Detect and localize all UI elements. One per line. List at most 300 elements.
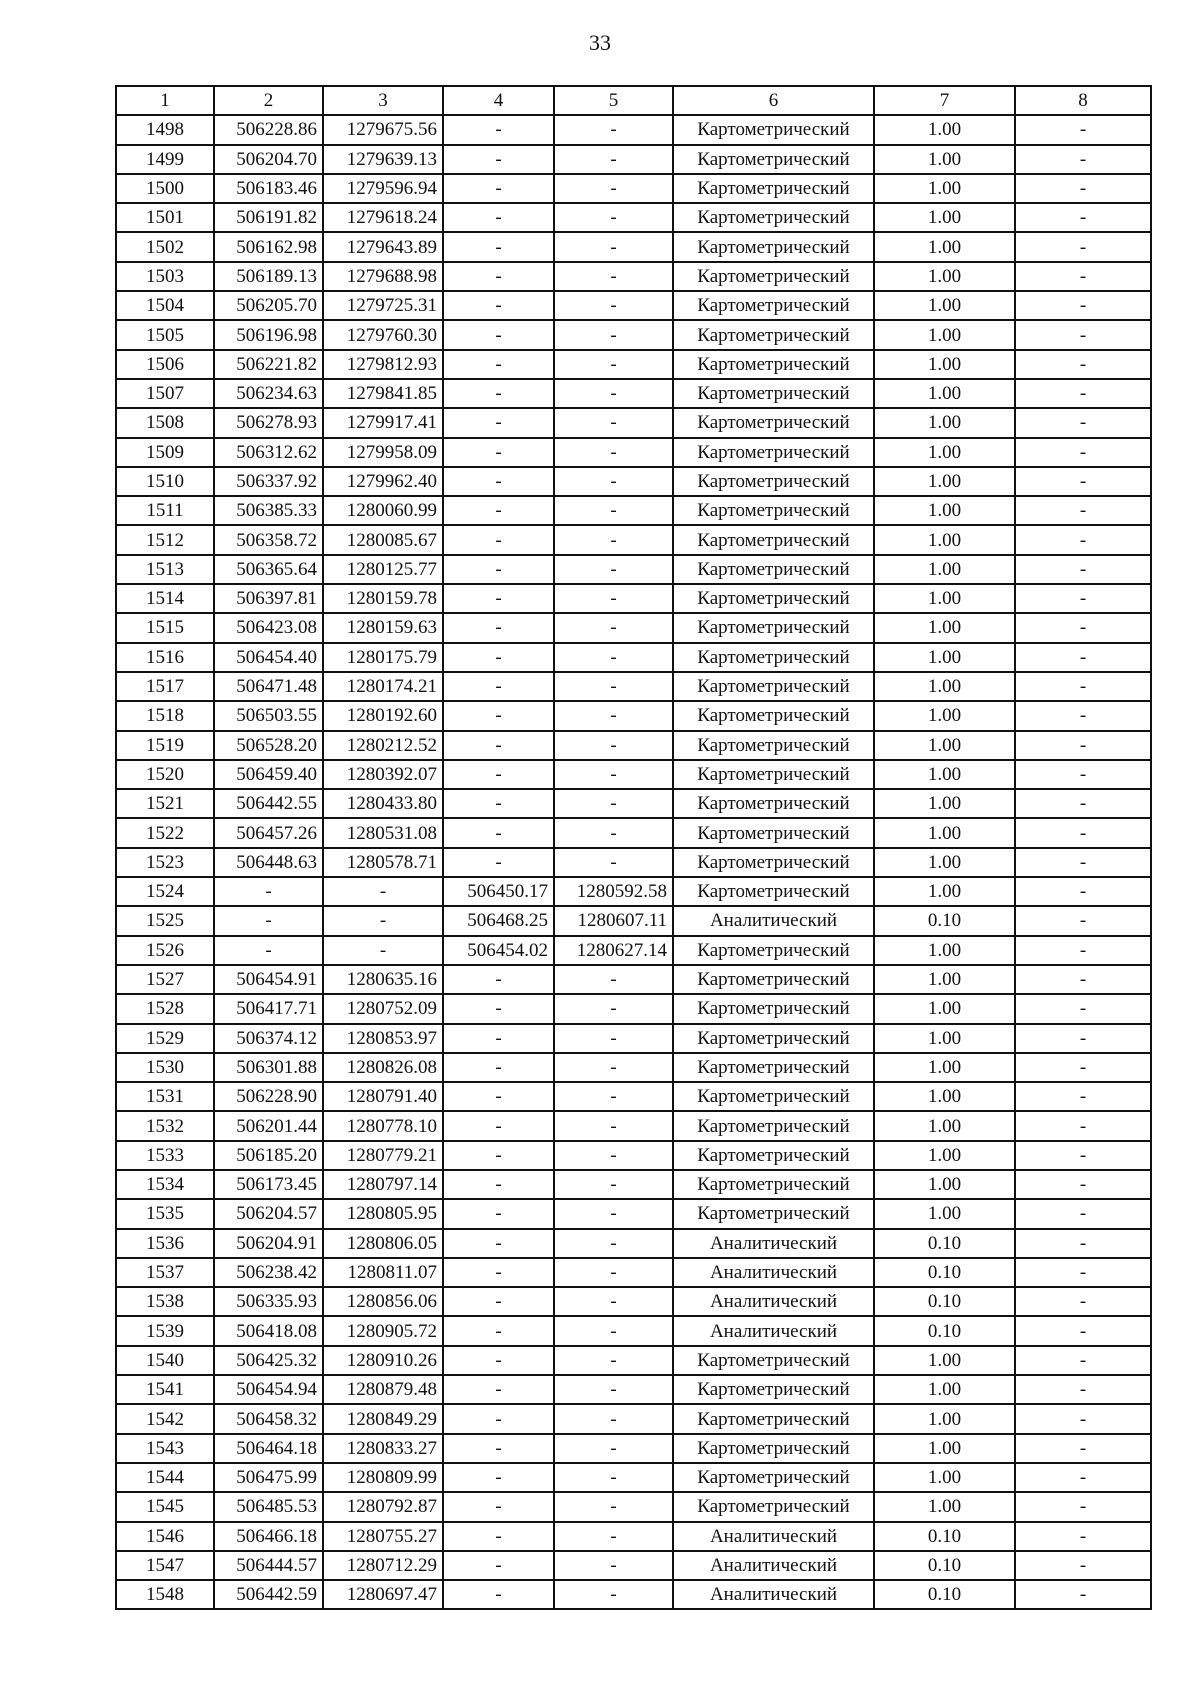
- notes-cell: -: [1015, 555, 1151, 584]
- point-number-cell: 1520: [116, 760, 214, 789]
- y-new-coordinate-cell: -: [554, 1170, 673, 1199]
- table-row: [116, 1141, 1151, 1170]
- notes-cell: -: [1015, 525, 1151, 554]
- accuracy-cell: 1.00: [874, 1463, 1015, 1492]
- point-number-cell: 1518: [116, 701, 214, 730]
- notes-cell: -: [1015, 613, 1151, 642]
- accuracy-cell: 1.00: [874, 232, 1015, 261]
- accuracy-cell: 1.00: [874, 1375, 1015, 1404]
- x-new-coordinate-cell: -: [443, 672, 554, 701]
- notes-cell: -: [1015, 1434, 1151, 1463]
- y-coordinate-cell: 1279643.89: [323, 232, 443, 261]
- table-row: [116, 1346, 1151, 1375]
- x-new-coordinate-cell: -: [443, 818, 554, 847]
- accuracy-cell: 1.00: [874, 672, 1015, 701]
- x-coordinate-cell: 506238.42: [214, 1258, 323, 1287]
- table-row: [116, 555, 1151, 584]
- x-new-coordinate-cell: -: [443, 350, 554, 379]
- table-row: [116, 1375, 1151, 1404]
- y-coordinate-cell: 1280779.21: [323, 1141, 443, 1170]
- y-coordinate-cell: 1280826.08: [323, 1053, 443, 1082]
- y-new-coordinate-cell: -: [554, 1082, 673, 1111]
- x-new-coordinate-cell: -: [443, 408, 554, 437]
- notes-cell: -: [1015, 848, 1151, 877]
- notes-cell: -: [1015, 906, 1151, 935]
- y-new-coordinate-cell: -: [554, 1404, 673, 1433]
- table-row: [116, 1082, 1151, 1111]
- x-coordinate-cell: 506173.45: [214, 1170, 323, 1199]
- x-coordinate-cell: 506358.72: [214, 525, 323, 554]
- method-cell: Картометрический: [673, 1404, 874, 1433]
- x-new-coordinate-cell: -: [443, 848, 554, 877]
- table-row: [116, 203, 1151, 232]
- x-coordinate-cell: 506444.57: [214, 1551, 323, 1580]
- y-new-coordinate-cell: -: [554, 731, 673, 760]
- x-new-coordinate-cell: -: [443, 379, 554, 408]
- point-number-cell: 1543: [116, 1434, 214, 1463]
- method-cell: Картометрический: [673, 672, 874, 701]
- point-number-cell: 1522: [116, 818, 214, 847]
- accuracy-cell: 1.00: [874, 818, 1015, 847]
- notes-cell: -: [1015, 203, 1151, 232]
- y-coordinate-cell: 1280809.99: [323, 1463, 443, 1492]
- coordinates-table: [115, 85, 1152, 1610]
- x-coordinate-cell: 506466.18: [214, 1522, 323, 1551]
- table-row: [116, 1551, 1151, 1580]
- table-row: [116, 789, 1151, 818]
- y-new-coordinate-cell: -: [554, 1024, 673, 1053]
- x-new-coordinate-cell: -: [443, 584, 554, 613]
- x-coordinate-cell: 506204.70: [214, 145, 323, 174]
- accuracy-cell: 1.00: [874, 613, 1015, 642]
- table-row: [116, 408, 1151, 437]
- y-new-coordinate-cell: -: [554, 848, 673, 877]
- x-new-coordinate-cell: -: [443, 1287, 554, 1316]
- y-new-coordinate-cell: -: [554, 1463, 673, 1492]
- point-number-cell: 1533: [116, 1141, 214, 1170]
- y-new-coordinate-cell: -: [554, 496, 673, 525]
- y-new-coordinate-cell: -: [554, 145, 673, 174]
- notes-cell: -: [1015, 496, 1151, 525]
- y-new-coordinate-cell: -: [554, 232, 673, 261]
- table-row: [116, 965, 1151, 994]
- y-coordinate-cell: 1280085.67: [323, 525, 443, 554]
- y-coordinate-cell: 1279639.13: [323, 145, 443, 174]
- x-new-coordinate-cell: -: [443, 643, 554, 672]
- point-number-cell: 1526: [116, 936, 214, 965]
- accuracy-cell: 0.10: [874, 1287, 1015, 1316]
- method-cell: Картометрический: [673, 965, 874, 994]
- y-new-coordinate-cell: -: [554, 320, 673, 349]
- y-coordinate-cell: 1280791.40: [323, 1082, 443, 1111]
- x-coordinate-cell: 506185.20: [214, 1141, 323, 1170]
- column-header: 4: [443, 86, 554, 115]
- table-row: [116, 350, 1151, 379]
- x-coordinate-cell: 506278.93: [214, 408, 323, 437]
- method-cell: Картометрический: [673, 584, 874, 613]
- method-cell: Картометрический: [673, 232, 874, 261]
- notes-cell: -: [1015, 1229, 1151, 1258]
- y-coordinate-cell: 1280778.10: [323, 1111, 443, 1140]
- notes-cell: -: [1015, 262, 1151, 291]
- x-coordinate-cell: 506448.63: [214, 848, 323, 877]
- y-new-coordinate-cell: -: [554, 525, 673, 554]
- point-number-cell: 1532: [116, 1111, 214, 1140]
- column-header: 1: [116, 86, 214, 115]
- method-cell: Картометрический: [673, 877, 874, 906]
- table-body: [116, 115, 1151, 1609]
- accuracy-cell: 1.00: [874, 350, 1015, 379]
- y-coordinate-cell: 1280853.97: [323, 1024, 443, 1053]
- point-number-cell: 1510: [116, 467, 214, 496]
- point-number-cell: 1539: [116, 1316, 214, 1345]
- table-row: [116, 291, 1151, 320]
- y-coordinate-cell: 1280856.06: [323, 1287, 443, 1316]
- y-coordinate-cell: 1280752.09: [323, 994, 443, 1023]
- method-cell: Картометрический: [673, 555, 874, 584]
- method-cell: Аналитический: [673, 1522, 874, 1551]
- x-new-coordinate-cell: -: [443, 760, 554, 789]
- y-new-coordinate-cell: -: [554, 613, 673, 642]
- column-header: 5: [554, 86, 673, 115]
- table-row: [116, 174, 1151, 203]
- table-row: [116, 760, 1151, 789]
- table-row: [116, 1287, 1151, 1316]
- point-number-cell: 1516: [116, 643, 214, 672]
- y-new-coordinate-cell: -: [554, 1229, 673, 1258]
- notes-cell: -: [1015, 789, 1151, 818]
- method-cell: Картометрический: [673, 379, 874, 408]
- y-coordinate-cell: 1280755.27: [323, 1522, 443, 1551]
- table-row: [116, 1316, 1151, 1345]
- y-new-coordinate-cell: 1280592.58: [554, 877, 673, 906]
- y-new-coordinate-cell: -: [554, 174, 673, 203]
- y-coordinate-cell: 1280578.71: [323, 848, 443, 877]
- accuracy-cell: 1.00: [874, 643, 1015, 672]
- x-coordinate-cell: 506503.55: [214, 701, 323, 730]
- x-new-coordinate-cell: -: [443, 555, 554, 584]
- x-coordinate-cell: 506228.86: [214, 115, 323, 144]
- y-new-coordinate-cell: -: [554, 789, 673, 818]
- method-cell: Картометрический: [673, 467, 874, 496]
- x-coordinate-cell: 506442.55: [214, 789, 323, 818]
- notes-cell: -: [1015, 291, 1151, 320]
- x-coordinate-cell: 506183.46: [214, 174, 323, 203]
- x-new-coordinate-cell: -: [443, 1258, 554, 1287]
- x-new-coordinate-cell: -: [443, 1492, 554, 1521]
- y-coordinate-cell: -: [323, 906, 443, 935]
- x-new-coordinate-cell: -: [443, 525, 554, 554]
- method-cell: Аналитический: [673, 1551, 874, 1580]
- point-number-cell: 1536: [116, 1229, 214, 1258]
- table-row: [116, 115, 1151, 144]
- point-number-cell: 1498: [116, 115, 214, 144]
- x-new-coordinate-cell: -: [443, 1053, 554, 1082]
- x-new-coordinate-cell: -: [443, 1229, 554, 1258]
- y-coordinate-cell: 1279841.85: [323, 379, 443, 408]
- y-coordinate-cell: 1280433.80: [323, 789, 443, 818]
- x-new-coordinate-cell: -: [443, 262, 554, 291]
- point-number-cell: 1540: [116, 1346, 214, 1375]
- table-row: [116, 1463, 1151, 1492]
- x-new-coordinate-cell: -: [443, 1551, 554, 1580]
- point-number-cell: 1507: [116, 379, 214, 408]
- notes-cell: -: [1015, 994, 1151, 1023]
- y-coordinate-cell: 1280174.21: [323, 672, 443, 701]
- notes-cell: -: [1015, 145, 1151, 174]
- table-row: [116, 1170, 1151, 1199]
- accuracy-cell: 0.10: [874, 1258, 1015, 1287]
- x-new-coordinate-cell: -: [443, 174, 554, 203]
- notes-cell: -: [1015, 408, 1151, 437]
- y-coordinate-cell: 1279725.31: [323, 291, 443, 320]
- method-cell: Картометрический: [673, 438, 874, 467]
- notes-cell: -: [1015, 1053, 1151, 1082]
- notes-cell: -: [1015, 1258, 1151, 1287]
- accuracy-cell: 1.00: [874, 525, 1015, 554]
- point-number-cell: 1511: [116, 496, 214, 525]
- method-cell: Картометрический: [673, 350, 874, 379]
- notes-cell: -: [1015, 1199, 1151, 1228]
- point-number-cell: 1548: [116, 1580, 214, 1609]
- notes-cell: -: [1015, 701, 1151, 730]
- y-coordinate-cell: 1279688.98: [323, 262, 443, 291]
- method-cell: Картометрический: [673, 848, 874, 877]
- y-coordinate-cell: 1279618.24: [323, 203, 443, 232]
- x-new-coordinate-cell: -: [443, 701, 554, 730]
- y-coordinate-cell: 1280125.77: [323, 555, 443, 584]
- accuracy-cell: 1.00: [874, 438, 1015, 467]
- y-coordinate-cell: 1280697.47: [323, 1580, 443, 1609]
- x-new-coordinate-cell: -: [443, 1404, 554, 1433]
- y-coordinate-cell: 1280159.78: [323, 584, 443, 613]
- x-coordinate-cell: 506228.90: [214, 1082, 323, 1111]
- x-coordinate-cell: 506425.32: [214, 1346, 323, 1375]
- point-number-cell: 1531: [116, 1082, 214, 1111]
- accuracy-cell: 1.00: [874, 291, 1015, 320]
- y-coordinate-cell: 1280879.48: [323, 1375, 443, 1404]
- y-new-coordinate-cell: -: [554, 1258, 673, 1287]
- x-new-coordinate-cell: -: [443, 291, 554, 320]
- x-coordinate-cell: 506485.53: [214, 1492, 323, 1521]
- method-cell: Картометрический: [673, 1053, 874, 1082]
- notes-cell: -: [1015, 584, 1151, 613]
- method-cell: Аналитический: [673, 1580, 874, 1609]
- point-number-cell: 1534: [116, 1170, 214, 1199]
- x-coordinate-cell: 506475.99: [214, 1463, 323, 1492]
- y-coordinate-cell: 1280192.60: [323, 701, 443, 730]
- accuracy-cell: 1.00: [874, 936, 1015, 965]
- method-cell: Картометрический: [673, 174, 874, 203]
- notes-cell: -: [1015, 672, 1151, 701]
- accuracy-cell: 1.00: [874, 877, 1015, 906]
- point-number-cell: 1547: [116, 1551, 214, 1580]
- accuracy-cell: 0.10: [874, 1551, 1015, 1580]
- column-header: 8: [1015, 86, 1151, 115]
- x-coordinate-cell: 506457.26: [214, 818, 323, 847]
- y-coordinate-cell: 1280806.05: [323, 1229, 443, 1258]
- x-coordinate-cell: 506196.98: [214, 320, 323, 349]
- point-number-cell: 1499: [116, 145, 214, 174]
- table-row: [116, 1580, 1151, 1609]
- notes-cell: -: [1015, 877, 1151, 906]
- point-number-cell: 1504: [116, 291, 214, 320]
- x-coordinate-cell: 506458.32: [214, 1404, 323, 1433]
- method-cell: Картометрический: [673, 1463, 874, 1492]
- y-new-coordinate-cell: -: [554, 994, 673, 1023]
- point-number-cell: 1535: [116, 1199, 214, 1228]
- notes-cell: -: [1015, 115, 1151, 144]
- method-cell: Картометрический: [673, 291, 874, 320]
- notes-cell: -: [1015, 1111, 1151, 1140]
- method-cell: Аналитический: [673, 1229, 874, 1258]
- notes-cell: -: [1015, 965, 1151, 994]
- column-header: 6: [673, 86, 874, 115]
- accuracy-cell: 1.00: [874, 1434, 1015, 1463]
- method-cell: Картометрический: [673, 1111, 874, 1140]
- table-row: [116, 877, 1151, 906]
- y-coordinate-cell: 1279812.93: [323, 350, 443, 379]
- x-new-coordinate-cell: -: [443, 1346, 554, 1375]
- y-coordinate-cell: 1279760.30: [323, 320, 443, 349]
- notes-cell: -: [1015, 1404, 1151, 1433]
- y-coordinate-cell: 1280060.99: [323, 496, 443, 525]
- point-number-cell: 1513: [116, 555, 214, 584]
- method-cell: Картометрический: [673, 115, 874, 144]
- notes-cell: -: [1015, 379, 1151, 408]
- accuracy-cell: 1.00: [874, 174, 1015, 203]
- x-coordinate-cell: 506221.82: [214, 350, 323, 379]
- x-new-coordinate-cell: -: [443, 1580, 554, 1609]
- method-cell: Картометрический: [673, 145, 874, 174]
- x-new-coordinate-cell: -: [443, 1434, 554, 1463]
- y-coordinate-cell: -: [323, 936, 443, 965]
- y-new-coordinate-cell: -: [554, 1492, 673, 1521]
- x-coordinate-cell: 506423.08: [214, 613, 323, 642]
- accuracy-cell: 1.00: [874, 1082, 1015, 1111]
- x-new-coordinate-cell: -: [443, 731, 554, 760]
- y-new-coordinate-cell: -: [554, 584, 673, 613]
- accuracy-cell: 1.00: [874, 994, 1015, 1023]
- accuracy-cell: 1.00: [874, 145, 1015, 174]
- table-header-row: [116, 86, 1151, 115]
- accuracy-cell: 0.10: [874, 1316, 1015, 1345]
- y-new-coordinate-cell: -: [554, 965, 673, 994]
- x-coordinate-cell: 506459.40: [214, 760, 323, 789]
- x-coordinate-cell: 506418.08: [214, 1316, 323, 1345]
- y-new-coordinate-cell: -: [554, 1580, 673, 1609]
- point-number-cell: 1515: [116, 613, 214, 642]
- method-cell: Картометрический: [673, 408, 874, 437]
- x-new-coordinate-cell: -: [443, 1111, 554, 1140]
- notes-cell: -: [1015, 1346, 1151, 1375]
- y-coordinate-cell: 1280805.95: [323, 1199, 443, 1228]
- table-row: [116, 438, 1151, 467]
- method-cell: Картометрический: [673, 1375, 874, 1404]
- notes-cell: -: [1015, 1551, 1151, 1580]
- column-header: 3: [323, 86, 443, 115]
- method-cell: Картометрический: [673, 818, 874, 847]
- table-row: [116, 1258, 1151, 1287]
- x-coordinate-cell: 506205.70: [214, 291, 323, 320]
- x-coordinate-cell: 506204.57: [214, 1199, 323, 1228]
- x-coordinate-cell: 506191.82: [214, 203, 323, 232]
- x-coordinate-cell: 506189.13: [214, 262, 323, 291]
- table-row: [116, 818, 1151, 847]
- point-number-cell: 1529: [116, 1024, 214, 1053]
- table-row: [116, 584, 1151, 613]
- y-new-coordinate-cell: 1280607.11: [554, 906, 673, 935]
- method-cell: Картометрический: [673, 643, 874, 672]
- method-cell: Картометрический: [673, 994, 874, 1023]
- accuracy-cell: 1.00: [874, 1141, 1015, 1170]
- x-coordinate-cell: 506365.64: [214, 555, 323, 584]
- table-row: [116, 1522, 1151, 1551]
- method-cell: Картометрический: [673, 320, 874, 349]
- x-coordinate-cell: -: [214, 906, 323, 935]
- y-new-coordinate-cell: -: [554, 467, 673, 496]
- y-coordinate-cell: 1279958.09: [323, 438, 443, 467]
- method-cell: Картометрический: [673, 789, 874, 818]
- y-new-coordinate-cell: -: [554, 291, 673, 320]
- y-coordinate-cell: 1280910.26: [323, 1346, 443, 1375]
- y-coordinate-cell: 1280212.52: [323, 731, 443, 760]
- point-number-cell: 1508: [116, 408, 214, 437]
- table-row: [116, 232, 1151, 261]
- y-new-coordinate-cell: -: [554, 1434, 673, 1463]
- table-row: [116, 643, 1151, 672]
- point-number-cell: 1546: [116, 1522, 214, 1551]
- method-cell: Картометрический: [673, 1082, 874, 1111]
- table-row: [116, 906, 1151, 935]
- accuracy-cell: 1.00: [874, 1170, 1015, 1199]
- y-new-coordinate-cell: -: [554, 262, 673, 291]
- x-new-coordinate-cell: -: [443, 1316, 554, 1345]
- x-new-coordinate-cell: -: [443, 965, 554, 994]
- point-number-cell: 1503: [116, 262, 214, 291]
- x-coordinate-cell: 506397.81: [214, 584, 323, 613]
- point-number-cell: 1517: [116, 672, 214, 701]
- table-row: [116, 848, 1151, 877]
- method-cell: Аналитический: [673, 1258, 874, 1287]
- y-new-coordinate-cell: -: [554, 760, 673, 789]
- x-coordinate-cell: 506417.71: [214, 994, 323, 1023]
- point-number-cell: 1506: [116, 350, 214, 379]
- y-coordinate-cell: 1280833.27: [323, 1434, 443, 1463]
- y-coordinate-cell: 1280392.07: [323, 760, 443, 789]
- point-number-cell: 1542: [116, 1404, 214, 1433]
- x-new-coordinate-cell: -: [443, 789, 554, 818]
- x-coordinate-cell: 506528.20: [214, 731, 323, 760]
- method-cell: Картометрический: [673, 1024, 874, 1053]
- y-new-coordinate-cell: -: [554, 1111, 673, 1140]
- x-coordinate-cell: 506337.92: [214, 467, 323, 496]
- accuracy-cell: 1.00: [874, 262, 1015, 291]
- table-row: [116, 1492, 1151, 1521]
- y-coordinate-cell: 1280175.79: [323, 643, 443, 672]
- x-coordinate-cell: 506301.88: [214, 1053, 323, 1082]
- accuracy-cell: 1.00: [874, 1053, 1015, 1082]
- notes-cell: -: [1015, 1463, 1151, 1492]
- y-coordinate-cell: 1279917.41: [323, 408, 443, 437]
- notes-cell: -: [1015, 1580, 1151, 1609]
- notes-cell: -: [1015, 936, 1151, 965]
- y-coordinate-cell: 1280159.63: [323, 613, 443, 642]
- x-new-coordinate-cell: -: [443, 320, 554, 349]
- notes-cell: -: [1015, 643, 1151, 672]
- notes-cell: -: [1015, 1522, 1151, 1551]
- method-cell: Картометрический: [673, 936, 874, 965]
